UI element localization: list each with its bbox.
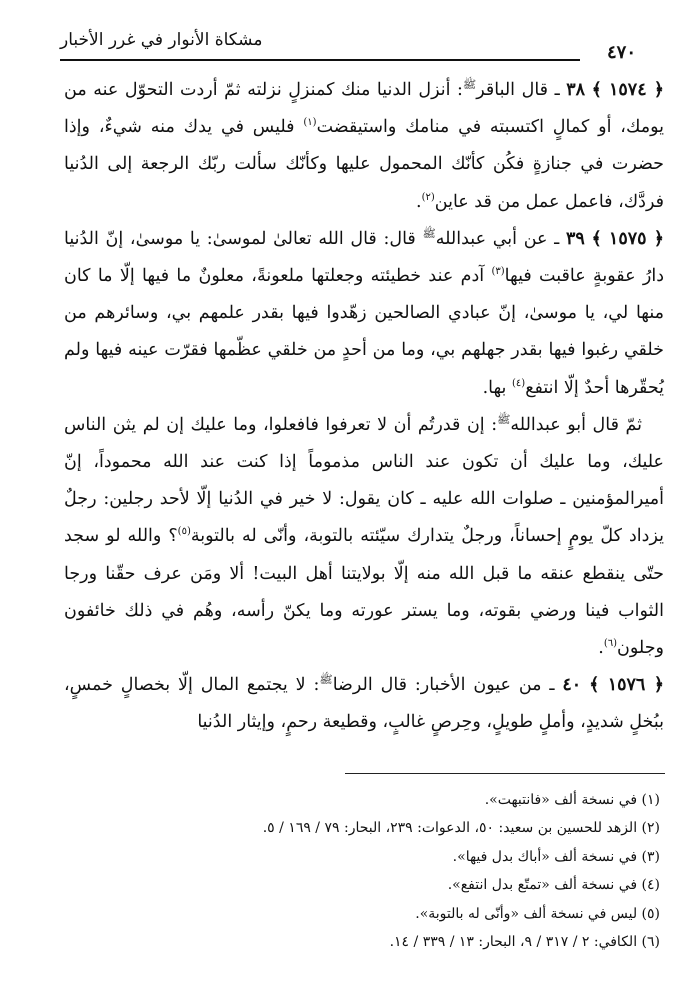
paragraph-text: ؟ والله لو سجد حتّى ينقطع عنقه ما قبل الله منه إلّا بولايتنا أهل البيت! ألا ومَن عرف حقّنا ورجا الثواب فينا ورضي بقوته، وما يستر عورته وما يكنّ رأسه، وهُم في ذلك خائفون وجلون (64, 526, 664, 659)
salutation-symbol: ﷺ (497, 413, 511, 426)
paragraph-text: : إن قدرتُم أن لا تعرفوا فافعلوا، وما عليك إن لم يثن الناس عليك، وما عليك أن تكون عند الناس مذموماً إذا كنت عند الله محموداً، إنّ أميرالمؤمنين ـ صلوات الله عليه ـ كان يقول: لا خير في الدُنيا إلّا لأحد رجلين: رجلٌ يزداد كلّ يومٍ إحساناً، ورجلٌ يتدارك سيّئته بالتوبة، وأنّى له بالتوبة (64, 414, 664, 547)
hadith-1575 (64, 221, 664, 407)
sequence-number: ٤٠ (562, 675, 582, 696)
speaker: قال الباقر (476, 80, 549, 100)
hadith-text: آدم عند خطيئته وجعلتها ملعونةً، معلونٌ ما فيها إلّا ما كان منها لي، يا موسىٰ، إنّ عبادي الصالحين زهّدوا فيها بقدر علمهم بي، وسائرهم من خلقي رغبوا فيها بقدر جهلهم بي، وما من أحدٍ من خلقي عظّمها فقرّت عينه فيها ولم يُحقّرها أحدٌ إلّا انتفع (64, 266, 664, 398)
paragraph-text: ثمّ قال أبو عبدالله (510, 414, 642, 435)
hadith-number: ﴿ ١٥٧٤ ﴾ (591, 80, 664, 100)
footnotes (64, 786, 660, 956)
footnote: (٤) في نسخة ألف «تمتّع بدل انتفع». (447, 877, 660, 894)
footnote-ref[interactable]: (٤) (512, 377, 526, 389)
running-header (60, 26, 650, 62)
footnote-separator (345, 773, 665, 774)
hadith-1576 (64, 667, 664, 741)
hadith-1574 (64, 72, 664, 221)
speaker: من عيون الأخبار: قال الرضا (332, 675, 542, 696)
salutation-symbol: ﷺ (319, 673, 333, 687)
footnote: (١) في نسخة ألف «فانتبهت». (484, 792, 660, 808)
salutation-symbol: ﷺ (462, 78, 477, 92)
dash: ـ (548, 80, 567, 100)
footnote-ref[interactable]: (١) (303, 117, 317, 129)
dash: ـ (541, 675, 563, 696)
footnote-ref[interactable]: (٦) (603, 638, 618, 650)
salutation-symbol: ﷺ (422, 226, 436, 240)
hadith-text: بها. (482, 377, 512, 398)
page-number: ٤٧٠ (606, 42, 636, 63)
book-title: مشكاة الأنوار في غرر الأخبار (60, 30, 263, 50)
footnote: (٥) ليس في نسخة ألف «وأنّى له بالتوبة». (415, 905, 660, 922)
speaker: عن أبي عبدالله (435, 228, 548, 249)
hadith-text: . (415, 191, 422, 212)
hadith-text: قال: قال الله تعالىٰ لموسىٰ: يا موسىٰ، إنّ الدُنيا دارُ عقوبةٍ عاقبت فيها (64, 228, 665, 287)
hadith-text: : لا يجتمع المال إلّا بخصالٍ خمسٍ، ببُخلٍ شديدٍ، وأملٍ طويلٍ، وحِرصٍ غالبٍ، وقطيعة رحمٍ، وإيثار الدُنيا (64, 675, 664, 733)
hadith-text: : أنزل الدنيا منك كمنزلٍ نزلته ثمّ أردت التحوّل عنه من يومك، أو كمالٍ اكتسبته في منامك واستيقضت (64, 80, 664, 138)
footnote-ref[interactable]: (٢) (421, 191, 435, 203)
dash: ـ (547, 228, 566, 249)
footnote-ref[interactable]: (٣) (491, 266, 505, 278)
header-rule (60, 59, 580, 61)
hadith-text: فليس في يدك منه شيءٌ، وإذا حضرت في جنازةٍ فكُن كأنّك المحمول عليها وكأنّك سألت ربّك الرجعة إلى الدُنيا فردَّك، فاعمل عمل من قد عاين (64, 117, 664, 212)
hadith-number: ﴿ ١٥٧٥ ﴾ (591, 228, 664, 249)
footnote-ref[interactable]: (٥) (177, 526, 191, 538)
footnote: (٦) الكافي: ٢ / ٣١٧ / ٩، البحار: ١٣ / ٣٣٩ / ١٤. (389, 934, 660, 951)
footnote: (٢) الزهد للحسين بن سعيد: ٥٠، الدعوات: ٢٣٩، البحار: ٧٩ / ١٦٩ / ٥. (262, 820, 660, 837)
sequence-number: ٣٨ (566, 80, 586, 100)
hadith-number: ﴿ ١٥٧٦ ﴾ (589, 675, 664, 696)
main-text (64, 72, 664, 742)
paragraph-text: . (598, 638, 604, 659)
commentary-paragraph (64, 407, 664, 667)
footnote: (٣) في نسخة ألف «أباك بدل فيها». (452, 848, 660, 865)
sequence-number: ٣٩ (565, 228, 585, 249)
